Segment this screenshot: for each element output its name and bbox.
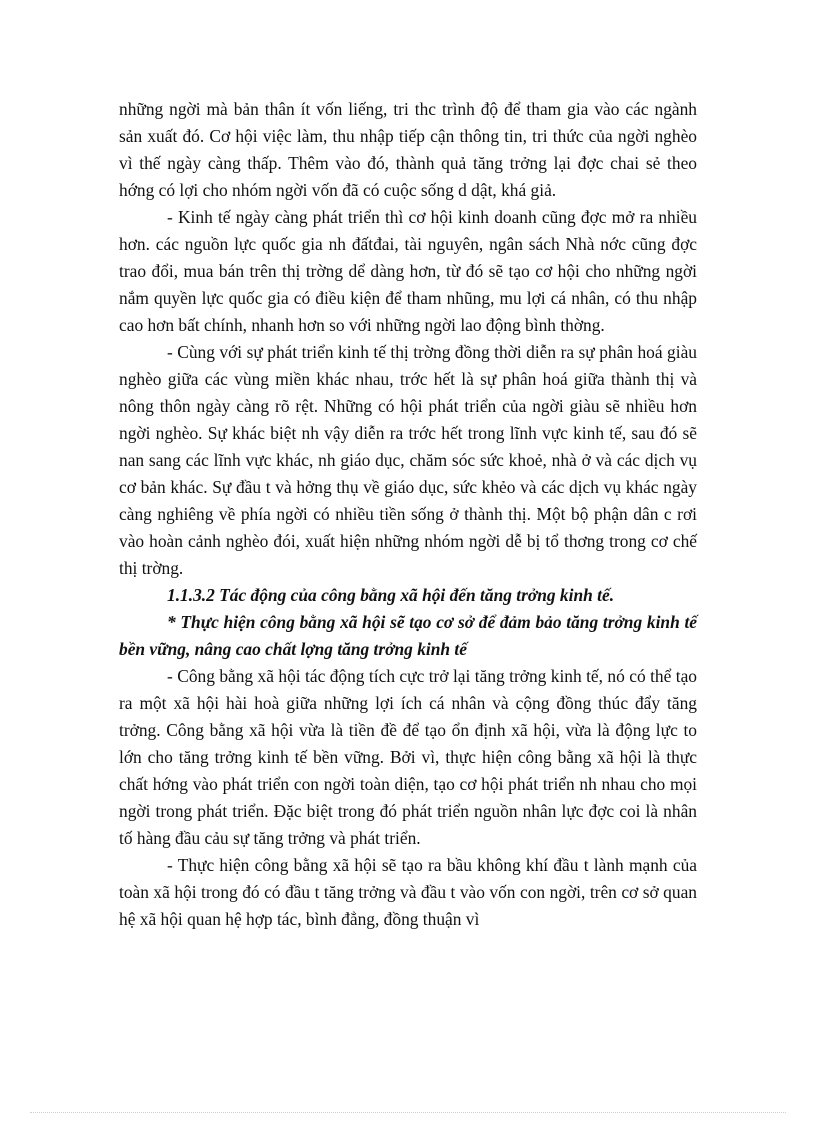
paragraph-wealth-gap: - Cùng với sự phát triển kinh tế thị trờng đồng thời diễn ra sự phân hoá giàu nghèo giữa các vùng miền khác nhau, trớc hết là sự phân hoá giữa thành thị và nông thôn ngày càng rõ rệt. Những có hội phát triển của ngời giàu sẽ nhiều hơn ngời nghèo. Sự khác biệt nh vậy diễn ra trớc hết trong lĩnh vực kinh tế, sau đó sẽ nan sang các lĩnh vực khác, nh giáo dục, chăm sóc sức khoẻ, nhà ở và các dịch vụ cơ bản khác. Sự đầu t và hởng thụ về giáo dục, sức khẻo và các dịch vụ khác ngày càng nghiêng về phía ngời có nhiều tiền sống ở thành thị. Một bộ phận dân c rơi vào hoàn cảnh nghèo đói, xuất hiện những nhóm ngời dễ bị tổ thơng trong cơ chế thị trờng. xyxy=(119,342,697,578)
paragraph-business-opportunity: - Kinh tế ngày càng phát triển thì cơ hội kinh doanh cũng đợc mở ra nhiều hơn. các nguồn lực quốc gia nh đấtđai, tài nguyên, ngân sách Nhà nớc cũng đợc trao đổi, mua bán trên thị trờng dể dàng hơn, từ đó sẽ tạo cơ hội cho những ngời nắm quyền lực quốc gia có điều kiện để tham nhũng, mu lợi cá nhân, có thu nhập cao hơn bất chính, nhanh hơn so với những ngời lao động bình thờng. xyxy=(119,207,697,335)
subsection-heading: * Thực hiện công bằng xã hội sẽ tạo cơ sở để đảm bảo tăng trởng kinh tế bền vững, nâng cao chất lợng tăng trởng kinh tế xyxy=(119,612,697,659)
section-heading: 1.1.3.2 Tác động của công bằng xã hội đến tăng trởng kinh tế. xyxy=(167,585,615,605)
paragraph-intro-continuation: những ngời mà bản thân ít vốn liếng, tri thc trình độ để tham gia vào các ngành sản xuất đó. Cơ hội việc làm, thu nhập tiếp cận thông tin, tri thức của ngời nghèo vì thế ngày càng thấp. Thêm vào đó, thành quả tăng trởng lại đợc chai sẻ theo hớng có lợi cho nhóm ngời vốn đã có cuộc sống d dật, khá giả. xyxy=(119,99,697,200)
paragraph-investment-climate: - Thực hiện công bằng xã hội sẽ tạo ra bầu không khí đầu t lành mạnh của toàn xã hội trong đó có đầu t tăng trởng và đầu t vào vốn con ngời, trên cơ sở quan hệ xã hội quan hệ hợp tác, bình đẳng, đồng thuận vì xyxy=(119,855,697,929)
document-page xyxy=(119,96,697,933)
paragraph-social-equity-impact: - Công bằng xã hội tác động tích cực trở lại tăng trởng kinh tế, nó có thể tạo ra một xã hội hài hoà giữa những lợi ích cá nhân và cộng đồng thúc đẩy tăng trởng. Công bằng xã hội vừa là tiền đề để tạo ổn định xã hội, vừa là động lực to lớn cho tăng trởng kinh tế bền vững. Bởi vì, thực hiện công bằng xã hội là thực chất hớng vào phát triển con ngời toàn diện, tạo cơ hội phát triển nh nhau cho mọi ngời trong phát triển. Đặc biệt trong đó phát triển nguồn nhân lực đợc coi là nhân tố hàng đầu cảu sự tăng trởng và phát triển. xyxy=(119,666,697,848)
page-bottom-divider xyxy=(30,1112,786,1113)
